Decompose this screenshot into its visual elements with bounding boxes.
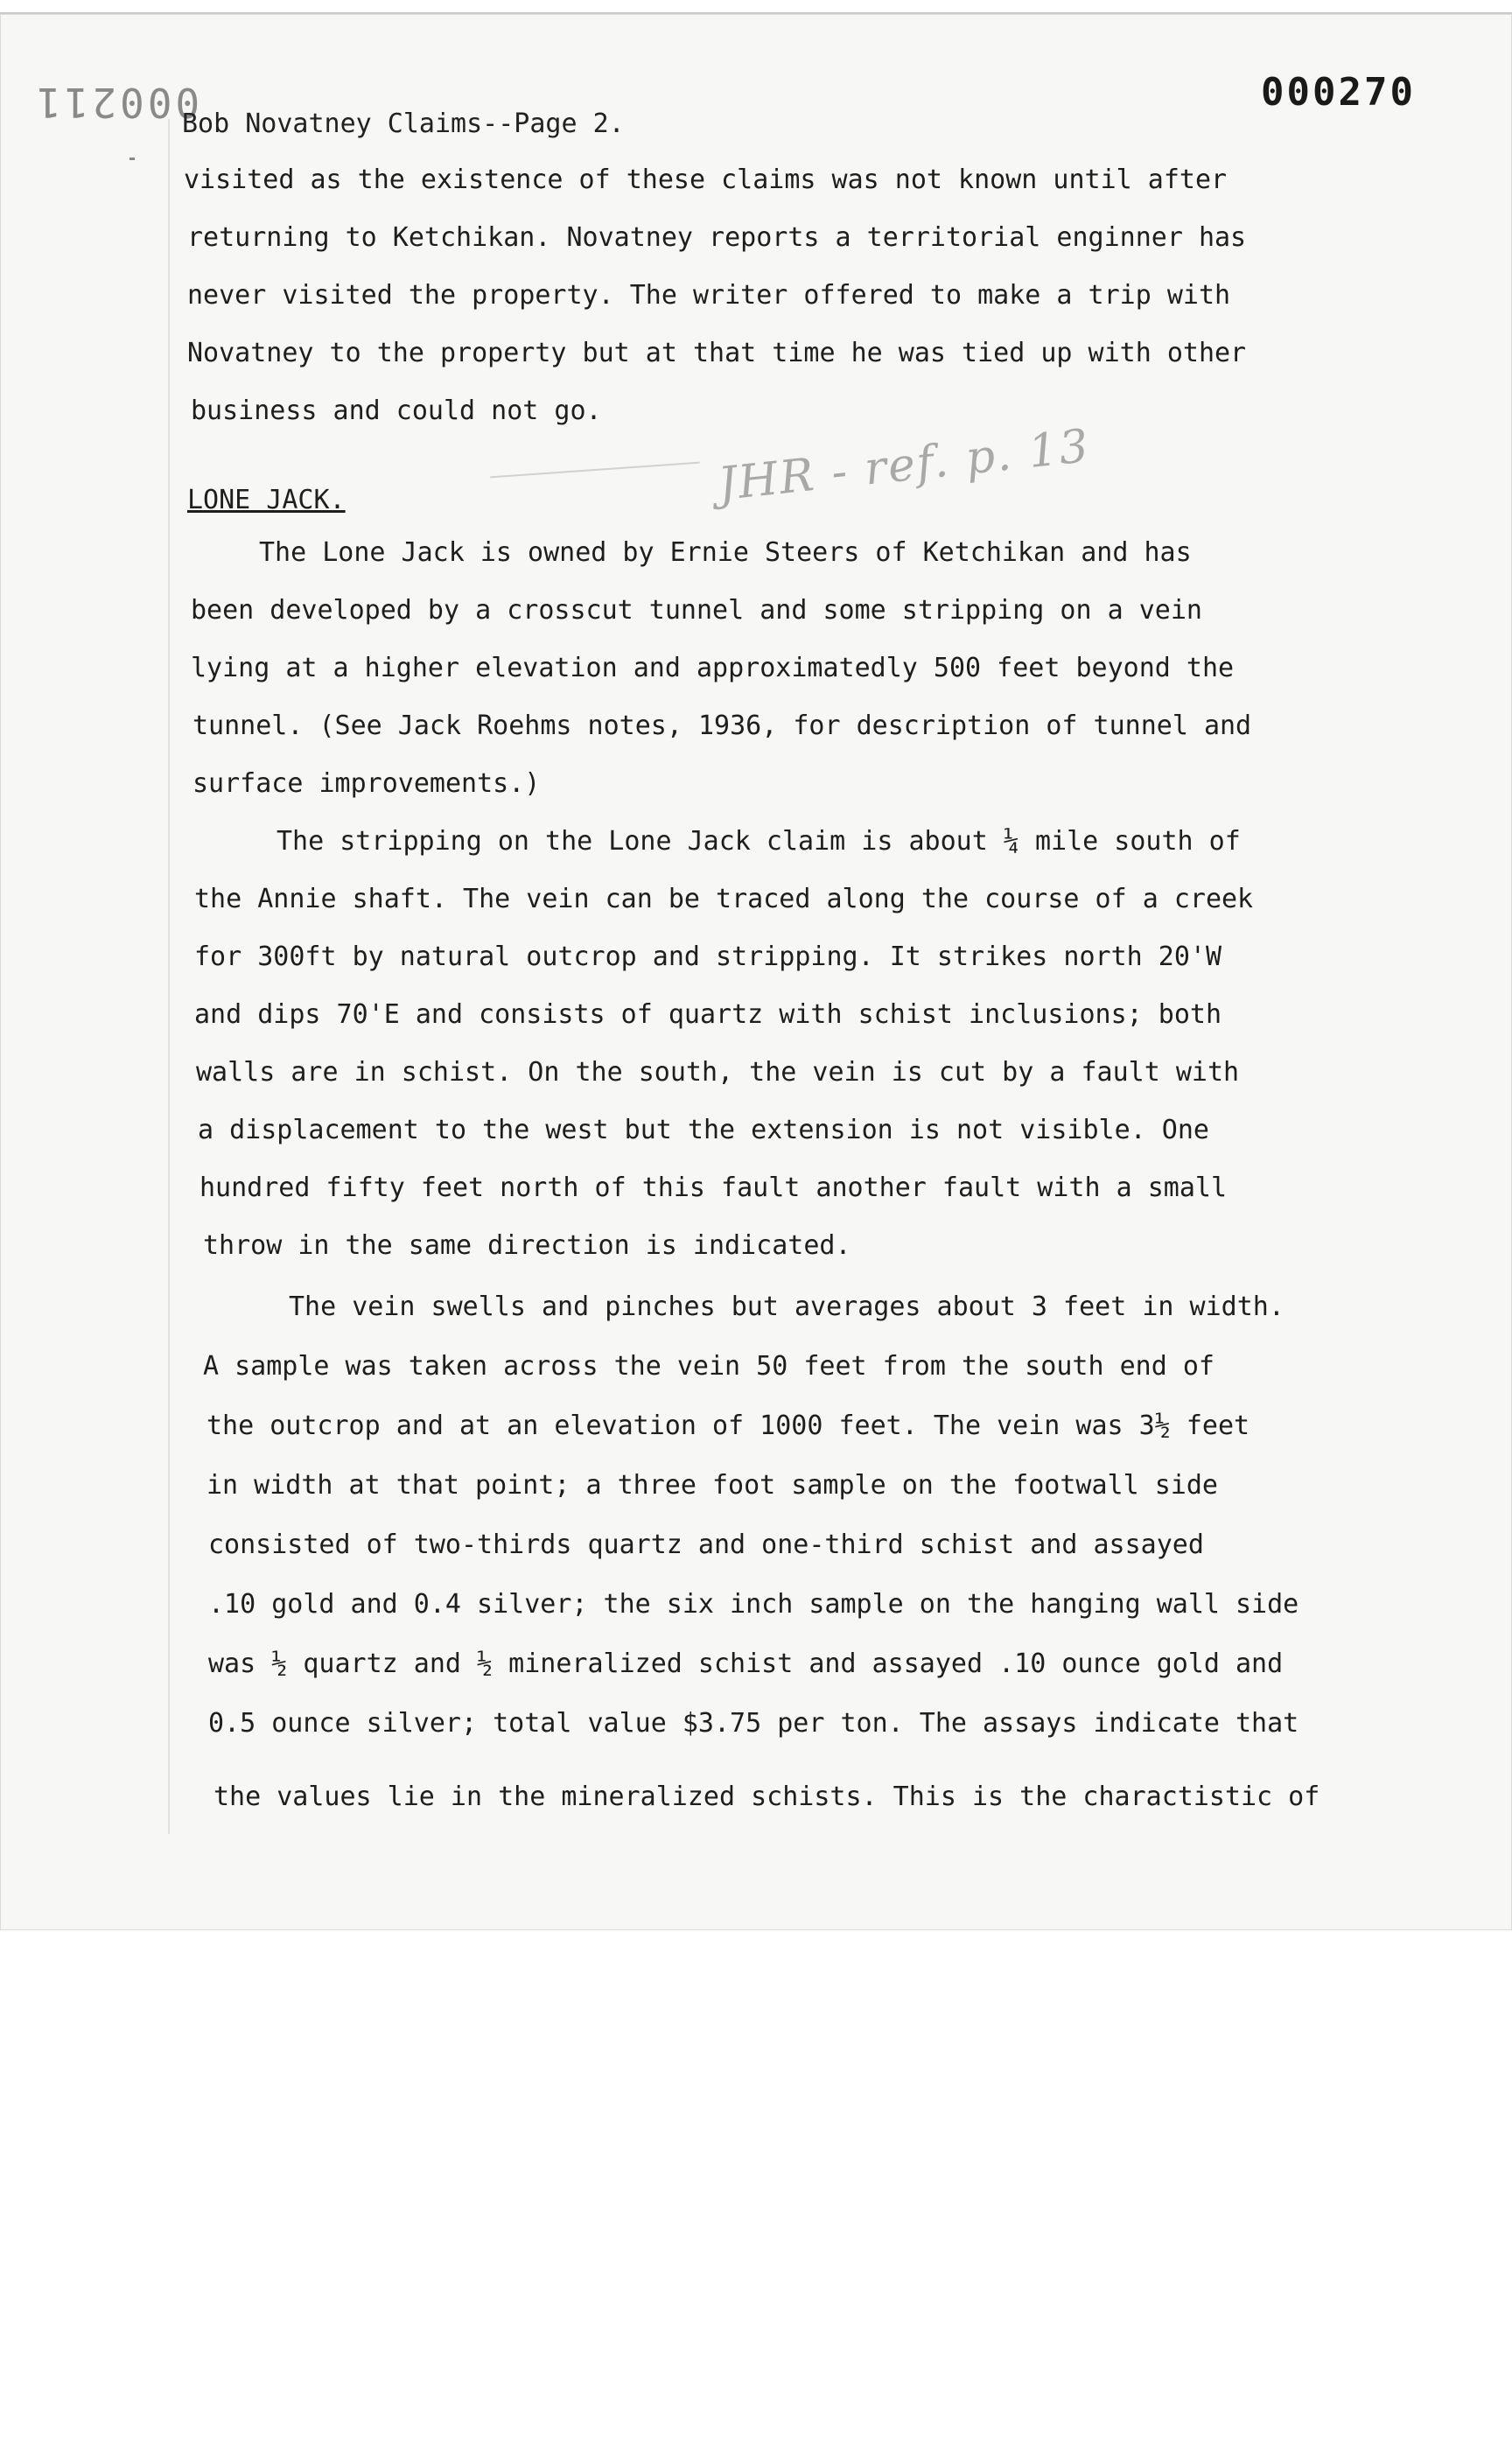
pencil-dash [490, 462, 700, 479]
page-id-right: 000270 [1261, 70, 1416, 115]
text-line: never visited the property. The writer offered to make a trip with [187, 280, 1231, 311]
text-line: the values lie in the mineralized schists. This is the charactistic of [214, 1782, 1320, 1812]
document-heading: Bob Novatney Claims--Page 2. [182, 108, 625, 139]
text-line: A sample was taken across the vein 50 feet from the south end of [203, 1351, 1214, 1382]
text-line: surface improvements.) [192, 768, 541, 799]
text-line: The Lone Jack is owned by Ernie Steers of Ketchikan and has [259, 537, 1192, 568]
text-line: in width at that point; a three foot sample on the footwall side [206, 1470, 1218, 1501]
document-page [0, 12, 1512, 1930]
text-line: the outcrop and at an elevation of 1000 feet. The vein was 3½ feet [206, 1410, 1250, 1441]
text-line: .10 gold and 0.4 silver; the six inch sample on the hanging wall side [208, 1589, 1299, 1620]
text-line: The vein swells and pinches but averages about 3 feet in width. [289, 1292, 1284, 1322]
text-line: consisted of two-thirds quartz and one-third schist and assayed [208, 1530, 1204, 1560]
text-line: 0.5 ounce silver; total value $3.75 per ton. The assays indicate that [208, 1708, 1299, 1739]
text-line: was ½ quartz and ½ mineralized schist and assayed .10 ounce gold and [208, 1648, 1284, 1679]
text-line: the Annie shaft. The vein can be traced along the course of a creek [194, 884, 1254, 914]
text-line: tunnel. (See Jack Roehms notes, 1936, for description of tunnel and [192, 710, 1252, 741]
text-line: been developed by a crosscut tunnel and some stripping on a vein [191, 595, 1202, 626]
text-line: a displacement to the west but the extension is not visible. One [198, 1115, 1209, 1145]
margin-line [168, 119, 170, 1834]
text-line: The stripping on the Lone Jack claim is about ¼ mile south of [276, 826, 1241, 857]
stray-mark [130, 158, 135, 160]
page-id-left: 000211 [33, 79, 200, 126]
text-line: visited as the existence of these claims was not known until after [184, 164, 1228, 195]
text-line: and dips 70'E and consists of quartz with schist inclusions; both [194, 999, 1222, 1030]
handwritten-note: JHR - ref. p. 13 [716, 419, 1093, 512]
text-line: for 300ft by natural outcrop and stripping. It strikes north 20'W [194, 942, 1222, 972]
text-line: returning to Ketchikan. Novatney reports a territorial enginner has [187, 222, 1247, 253]
text-line: walls are in schist. On the south, the vein is cut by a fault with [196, 1057, 1240, 1088]
text-line: business and could not go. [191, 396, 602, 426]
text-line: lying at a higher elevation and approximatedly 500 feet beyond the [191, 653, 1235, 683]
text-line: throw in the same direction is indicated. [203, 1230, 851, 1261]
text-line: Novatney to the property but at that time he was tied up with other [187, 338, 1247, 368]
text-line: hundred fifty feet north of this fault another fault with a small [200, 1172, 1227, 1203]
section-title: LONE JACK. [187, 485, 346, 515]
